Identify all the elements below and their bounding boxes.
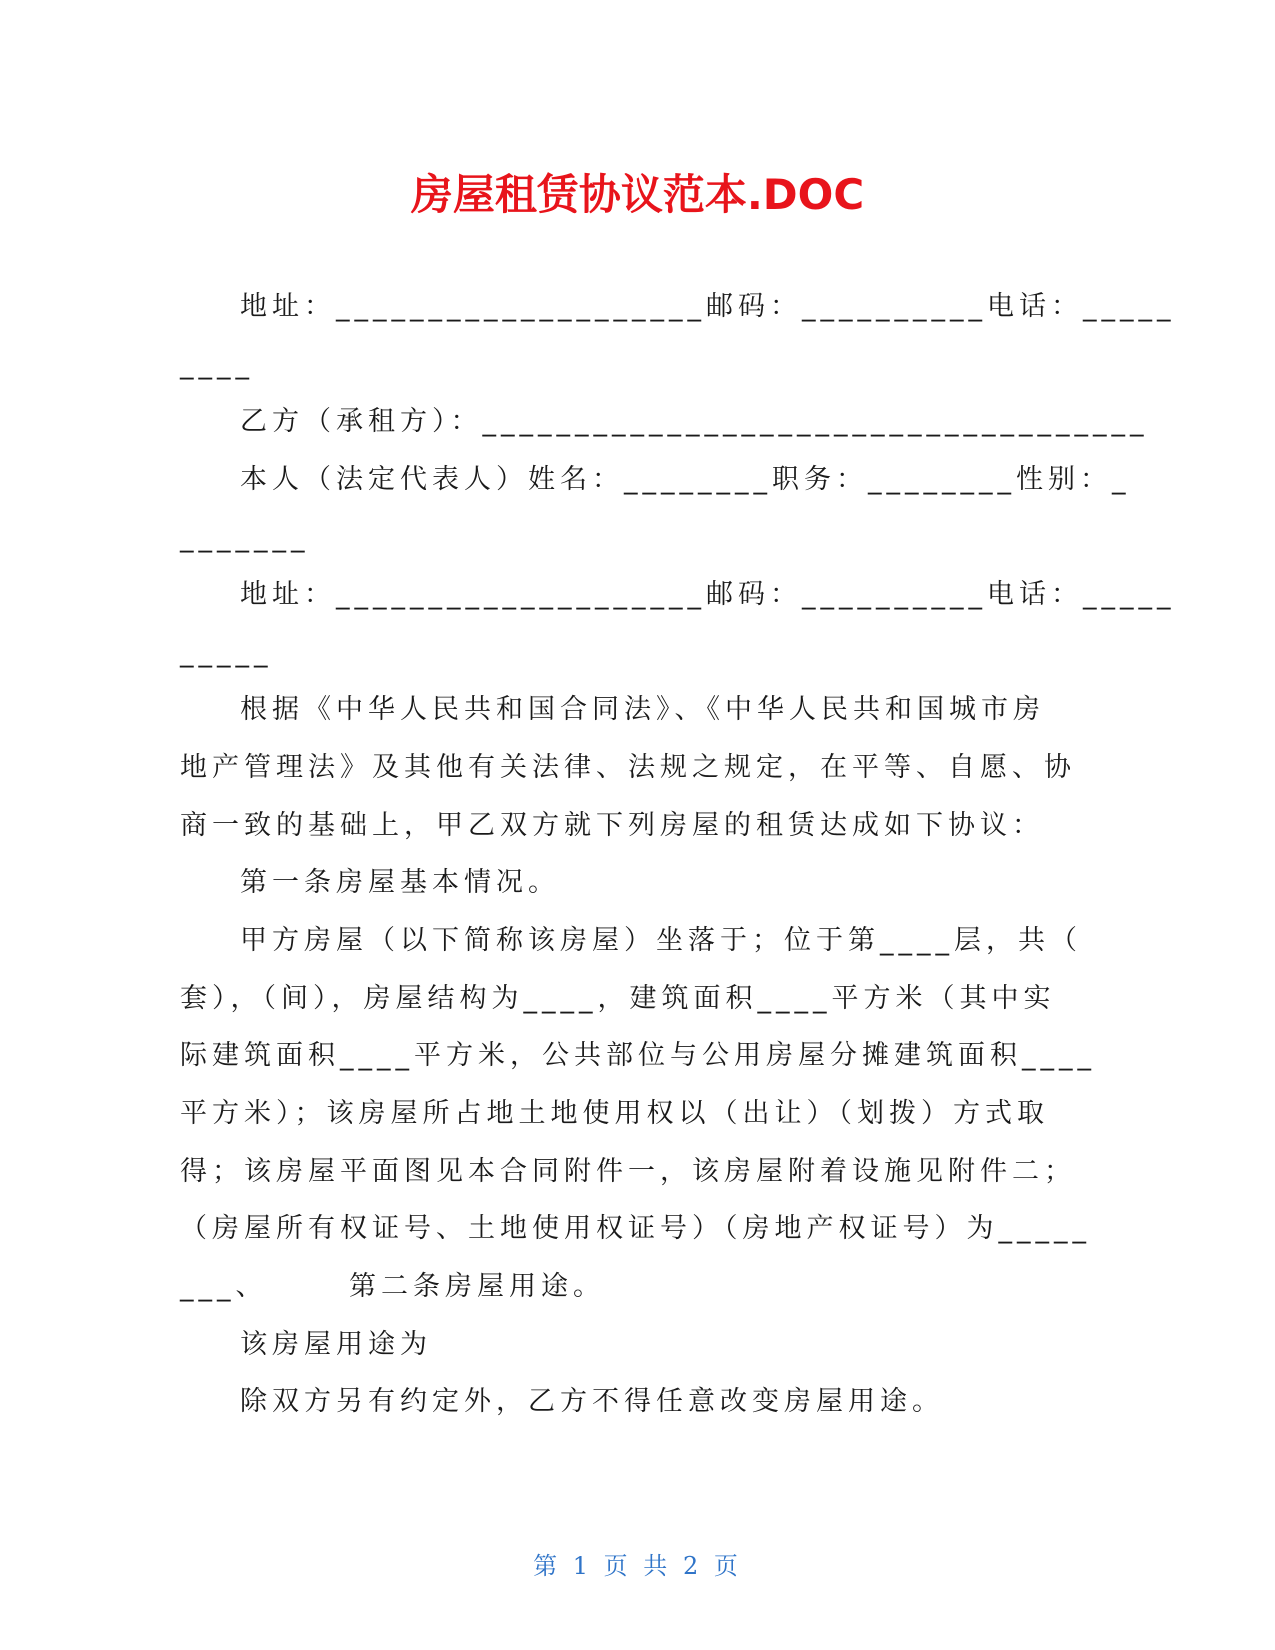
article-2-heading-line: ___、 第二条房屋用途。 [180, 1271, 605, 1302]
party-b-address-line: 地址：____________________邮码：__________电话：_____ [240, 579, 1176, 610]
party-a-address-line: 地址：____________________邮码：__________电话：_____ [240, 291, 1176, 322]
article-1-line-3: 际建筑面积____平方米，公共部位与公用房屋分摊建筑面积____ [180, 1040, 1096, 1071]
preamble-line-1: 根据《中华人民共和国合同法》、《中华人民共和国城市房 [240, 694, 1045, 725]
page-number-footer: 第 1 页 共 2 页 [533, 1552, 742, 1580]
article-1-line-6: （房屋所有权证号、土地使用权证号）（房地产权证号）为_____ [180, 1213, 1091, 1244]
party-b-line: 乙方（承租方）：____________________________________ [240, 406, 1149, 437]
article-1-line-1: 甲方房屋（以下简称该房屋）坐落于；位于第____层，共（ [240, 925, 1082, 956]
preamble-line-3: 商一致的基础上，甲乙双方就下列房屋的租赁达成如下协议： [180, 810, 1044, 841]
party-a-address-line-cont: ____ [180, 349, 254, 380]
article-1-heading: 第一条房屋基本情况。 [240, 867, 560, 898]
document-title: 房屋租赁协议范本.DOC [410, 170, 865, 219]
party-b-address-line-cont: _____ [180, 637, 273, 668]
article-1-line-5: 得；该房屋平面图见本合同附件一，该房屋附着设施见附件二； [180, 1156, 1076, 1187]
article-2-usage-line: 该房屋用途为 [240, 1329, 432, 1360]
article-1-line-4: 平方米）；该房屋所占地土地使用权以（出让）（划拨）方式取 [180, 1098, 1049, 1129]
preamble-line-2: 地产管理法》及其他有关法律、法规之规定，在平等、自愿、协 [180, 752, 1076, 783]
article-2-restriction-line: 除双方另有约定外，乙方不得任意改变房屋用途。 [240, 1386, 944, 1417]
party-b-representative-line-cont: _______ [180, 522, 310, 553]
party-b-representative-line: 本人（法定代表人）姓名：________职务：________性别：_ [240, 464, 1131, 495]
article-1-line-2: 套），（间），房屋结构为____，建筑面积____平方米（其中实 [180, 983, 1056, 1014]
